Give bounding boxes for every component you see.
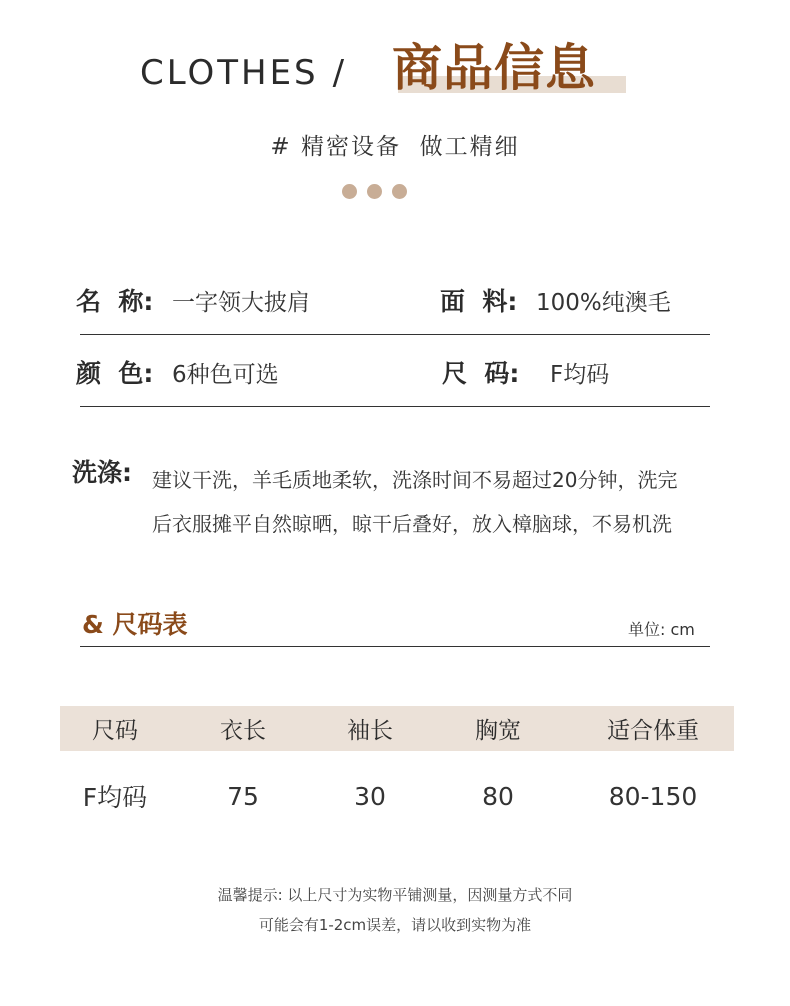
dot-icon: [392, 184, 407, 199]
brand-text: CLOTHES: [140, 53, 319, 93]
decorative-dots: [342, 184, 407, 199]
table-cell: 80-150: [608, 781, 698, 811]
dot-icon: [367, 184, 382, 199]
size-chart-heading: & 尺码表: [82, 610, 188, 639]
brand-heading: [140, 50, 347, 96]
table-header-cell: 胸宽: [475, 718, 521, 744]
size-table: [60, 706, 734, 841]
color-value: 6种色可选: [172, 362, 279, 388]
page-title: 商品信息: [392, 38, 596, 97]
table-cell: 75: [227, 781, 259, 811]
divider-line: [80, 646, 710, 647]
brand-slash: /: [332, 53, 348, 93]
table-row: [60, 751, 734, 841]
name-value: 一字领大披肩: [172, 290, 310, 316]
table-header-cell: 衣长: [220, 718, 266, 744]
color-label: 颜 色:: [76, 359, 154, 388]
table-cell: 30: [354, 781, 386, 811]
page-title-wrap: [392, 38, 596, 102]
table-header-cell: 适合体重: [607, 718, 699, 744]
note-line-2: 可能会有1-2cm误差，请以收到实物为准: [258, 916, 532, 934]
table-cell: 80: [482, 781, 514, 811]
wash-line-1: 建议干洗，羊毛质地柔软，洗涤时间不易超过20分钟，洗完: [152, 468, 678, 492]
subtitle: # 精密设备 做工精细: [270, 134, 520, 160]
table-cell: F均码: [82, 783, 148, 812]
note-line-1: 温馨提示: 以上尺寸为实物平铺测量，因测量方式不同: [217, 886, 573, 904]
dot-icon: [342, 184, 357, 199]
table-header-cell: 袖长: [347, 718, 393, 744]
fabric-label: 面 料:: [440, 287, 518, 316]
table-header-row: [60, 706, 734, 751]
size-value: F均码: [550, 362, 610, 388]
unit-label: 单位: cm: [628, 620, 695, 639]
wash-line-2: 后衣服摊平自然晾晒，晾干后叠好，放入樟脑球，不易机洗: [152, 512, 672, 536]
fabric-value: 100%纯澳毛: [536, 290, 671, 316]
name-label: 名 称:: [76, 287, 154, 316]
wash-label: 洗涤:: [72, 458, 132, 487]
size-label: 尺 码:: [442, 359, 520, 388]
divider-line: [80, 334, 710, 335]
table-header-cell: 尺码: [92, 718, 138, 744]
divider-line: [80, 406, 710, 407]
wash-instructions: [152, 458, 732, 546]
